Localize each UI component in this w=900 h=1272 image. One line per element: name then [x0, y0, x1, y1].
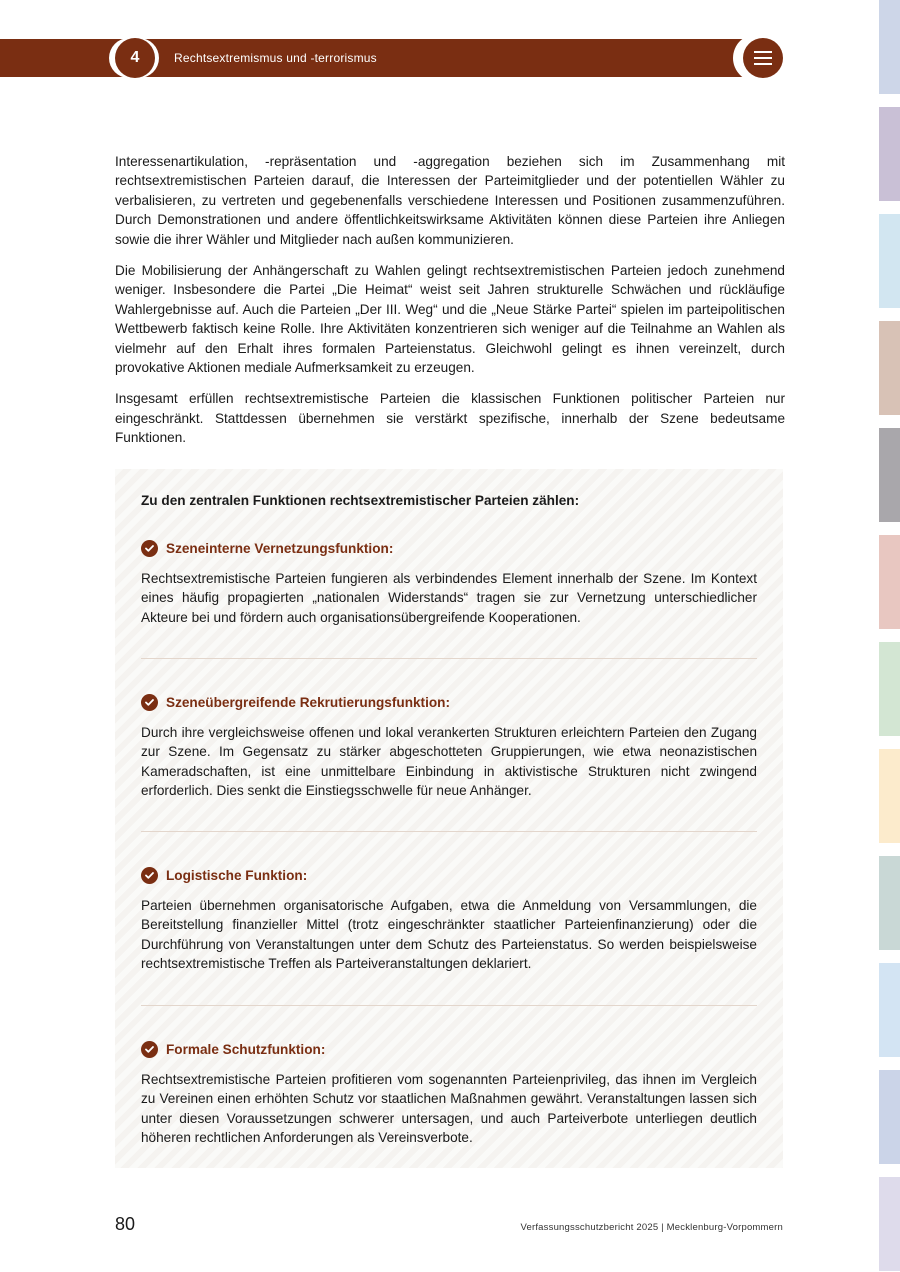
divider — [141, 658, 757, 659]
function-block — [141, 1041, 757, 1148]
body-text — [115, 152, 785, 460]
hamburger-menu-icon — [754, 51, 772, 65]
function-title: Formale Schutzfunktion: — [166, 1042, 326, 1057]
register-tab-11[interactable] — [879, 1070, 900, 1164]
info-box-intro: Zu den zentralen Funktionen rechtsextremistischer Parteien zählen: — [141, 493, 580, 508]
register-tab-6[interactable] — [879, 535, 900, 629]
publication-footer: Verfassungsschutzbericht 2025 | Mecklenburg-Vorpommern — [520, 1222, 783, 1233]
register-tab-8[interactable] — [879, 749, 900, 843]
function-title: Szeneübergreifende Rekrutierungsfunktion: — [166, 695, 450, 710]
register-tab-7[interactable] — [879, 642, 900, 736]
divider — [141, 831, 757, 832]
divider — [141, 1005, 757, 1006]
function-title: Logistische Funktion: — [166, 868, 308, 883]
function-block — [141, 540, 757, 627]
page-number: 80 — [115, 1214, 136, 1234]
register-tab-12[interactable] — [879, 1177, 900, 1271]
register-tab-5[interactable] — [879, 428, 900, 522]
functions-info-box — [115, 469, 783, 1168]
chapter-number: 4 — [115, 38, 155, 78]
function-text: Rechtsextremistische Parteien profitieren vom sogenannten Parteienprivileg, das ihnen im Vergleich zu Vereinen einen erhöhten Schutz vor staatlichen Maßnahmen gewährt. Veranstaltungen lassen sich unter diesen Voraussetzungen schwerer untersagen, und auch Parteiverbote unterliegen deutlich höheren rechtlichen Anforderungen als Vereinsverbote. — [141, 1072, 757, 1146]
chapter-register-tabs — [879, 0, 900, 1272]
check-circle-icon — [141, 694, 158, 711]
register-tab-1[interactable] — [879, 0, 900, 94]
check-circle-icon — [141, 1041, 158, 1058]
register-tab-9[interactable] — [879, 856, 900, 950]
function-text: Rechtsextremistische Parteien fungieren als verbindendes Element innerhalb der Szene. Im Kontext eines häufig propagierten „nationalen Widerstands“ tragen sie zur Vernetzung unterschiedlicher Akteure bei und fördern auch organisationsübergreifende Kooperationen. — [141, 571, 757, 625]
function-block — [141, 694, 757, 801]
paragraph: Interessenartikulation, -repräsentation und -aggregation beziehen sich im Zusammenhang mit rechtsextremistischen Parteien darauf, die Interessen der Parteimitglieder und der potentiellen Wähler zu verbalisieren, zu vertreten und gegebenenfalls verschiedene Interessen und Positionen zusammenzuführen. Durch Demonstrationen und andere öffentlichkeitswirksame Aktivitäten können diese Parteien ihre Anliegen sowie die ihrer Wähler und Mitglieder nach außen kommunizieren. — [115, 154, 785, 247]
register-tab-3[interactable] — [879, 214, 900, 308]
check-circle-icon — [141, 540, 158, 557]
function-block — [141, 867, 757, 974]
menu-button[interactable] — [743, 38, 783, 78]
function-text: Parteien übernehmen organisatorische Aufgaben, etwa die Anmeldung von Versammlungen, die Bereitstellung finanzieller Mittel (trotz eingeschränkter staatlicher Parteienfinanzierung) oder die Durchführung von Veranstaltungen unter dem Schutz des Parteienstatus. So werden beispielsweise rechtsextremistische Treffen als Parteiveranstaltungen deklariert. — [141, 898, 757, 972]
function-text: Durch ihre vergleichsweise offenen und lokal verankerten Strukturen erleichtern Parteien den Zugang zur Szene. Im Gegensatz zu stärker abgeschotteten Gruppierungen, wie etwa neonazistischen Kameradschaften, ist eine unmittelbare Einbindung in aktivistische Strukturen nicht zwingend erforderlich. Dies senkt die Einstiegsschwelle für neue Anhänger. — [141, 725, 757, 799]
register-tab-4[interactable] — [879, 321, 900, 415]
check-circle-icon — [141, 867, 158, 884]
register-tab-10[interactable] — [879, 963, 900, 1057]
paragraph: Die Mobilisierung der Anhängerschaft zu Wahlen gelingt rechtsextremistischen Parteien jedoch zunehmend weniger. Insbesondere die Partei „Die Heimat“ weist seit Jahren strukturelle Schwächen und rückläufige Wahlergebnisse auf. Auch die Parteien „Der III. Weg“ und die „Neue Stärke Partei“ spielen im parteipolitischen Wettbewerb faktisch keine Rolle. Ihre Aktivitäten konzentrieren sich weniger auf die Teilnahme an Wahlen als vielmehr auf den Erhalt ihres formalen Parteienstatus. Gleichwohl gelingt es ihnen vereinzelt, durch provokative Aktionen mediale Aufmerksamkeit zu erzeugen. — [115, 263, 785, 376]
chapter-title: Rechtsextremismus und -terrorismus — [174, 51, 377, 65]
function-title: Szeneinterne Vernetzungsfunktion: — [166, 541, 394, 556]
register-tab-2[interactable] — [879, 107, 900, 201]
paragraph: Insgesamt erfüllen rechtsextremistische Parteien die klassischen Funktionen politischer Parteien nur eingeschränkt. Stattdessen übernehmen sie verstärkt spezifische, innerhalb der Szene bedeutsame Funktionen. — [115, 391, 785, 446]
